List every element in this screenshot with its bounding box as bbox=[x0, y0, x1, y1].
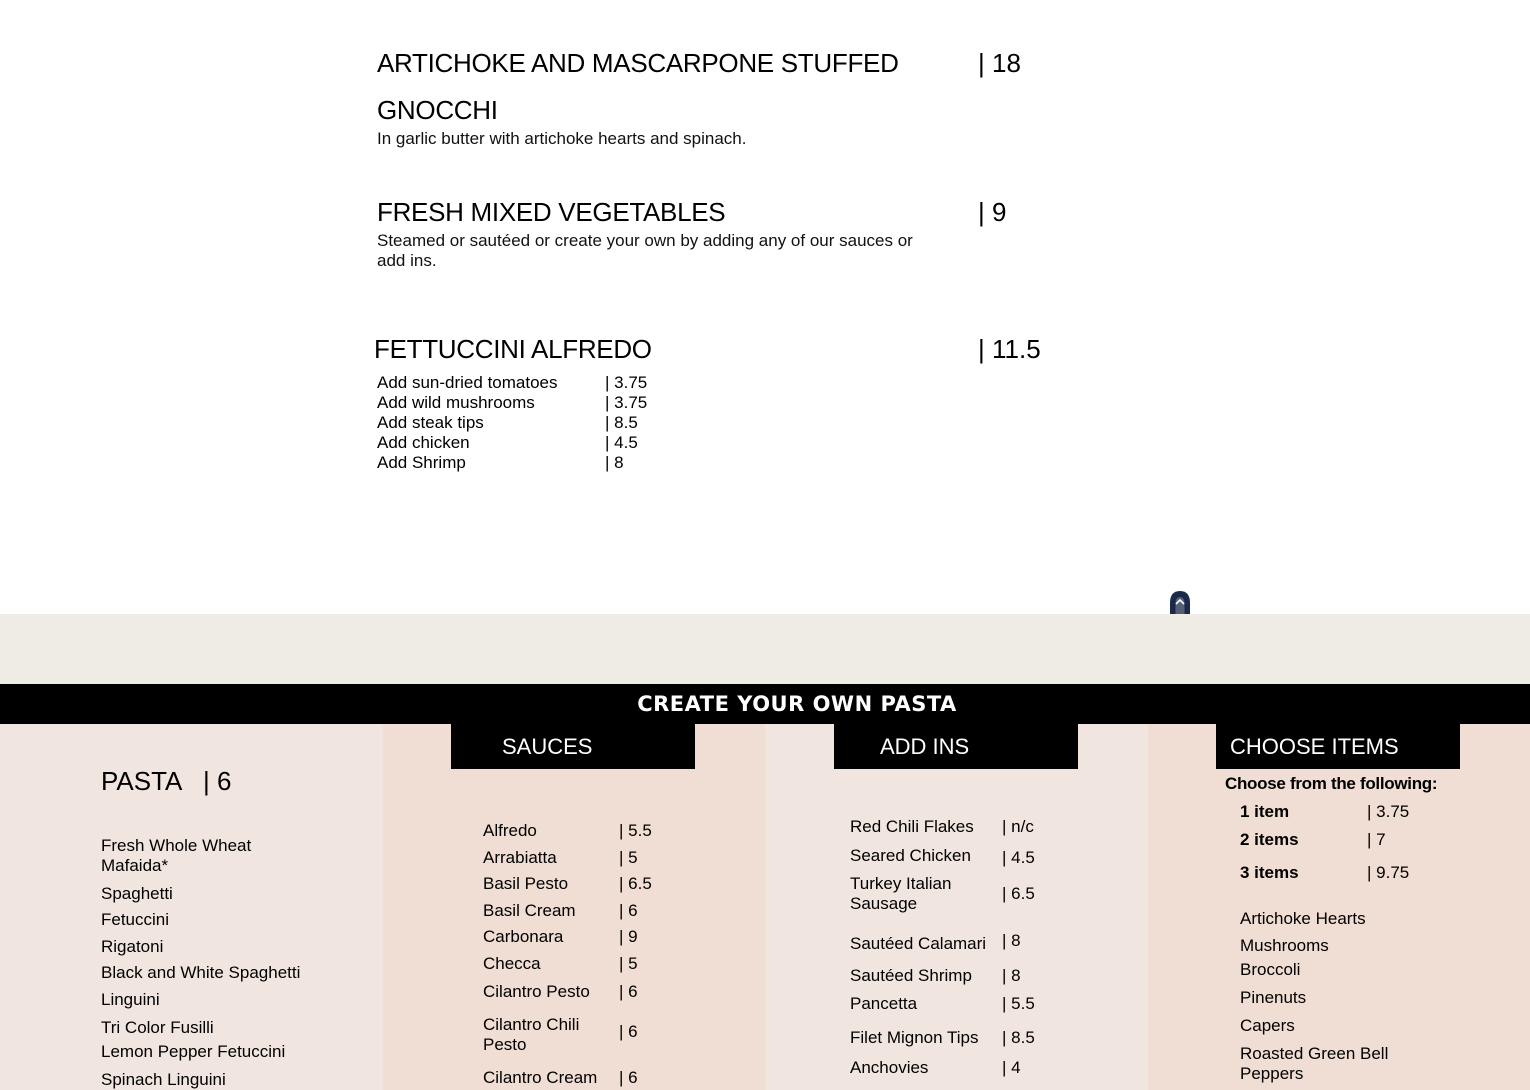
pasta-item: Fetuccini bbox=[101, 910, 170, 929]
scroll-to-top-icon[interactable] bbox=[1168, 589, 1192, 614]
sauce-price: | 6 bbox=[619, 1068, 638, 1087]
choose-item: Mushrooms bbox=[1240, 936, 1329, 955]
addon-price: | 4.5 bbox=[605, 433, 638, 452]
sauce-name: Arrabiatta bbox=[483, 848, 557, 867]
pasta-item: Spinach Linguini bbox=[101, 1070, 226, 1089]
dish-description-gnocchi: In garlic butter with artichoke hearts and spinach. bbox=[377, 129, 747, 148]
sauce-price: | 6 bbox=[619, 901, 638, 920]
tier-count: 2 items bbox=[1240, 830, 1299, 849]
add-in-name: Filet Mignon Tips bbox=[850, 1028, 979, 1047]
pasta-item: Linguini bbox=[101, 990, 160, 1009]
add-in-name: Sautéed Shrimp bbox=[850, 966, 972, 985]
choose-item: Pinenuts bbox=[1240, 988, 1307, 1007]
addon-price: | 8 bbox=[605, 453, 624, 472]
sauce-price: | 6 bbox=[619, 982, 638, 1001]
add-in-name: Anchovies bbox=[850, 1058, 929, 1077]
addon-price: | 3.75 bbox=[605, 393, 648, 412]
add-in-name: Red Chili Flakes bbox=[850, 817, 974, 836]
addon-name: Add chicken bbox=[377, 433, 470, 452]
add-in-price: | 8 bbox=[1002, 931, 1021, 950]
pasta-item: Fresh Whole Wheat bbox=[101, 836, 252, 855]
addon-row bbox=[377, 373, 647, 393]
sauce-name: Cilantro Cream bbox=[483, 1068, 598, 1087]
tier-price: | 3.75 bbox=[1367, 802, 1410, 821]
choose-item-line2: Peppers bbox=[1240, 1064, 1304, 1083]
add-in-name: Sautéed Calamari bbox=[850, 934, 987, 953]
pasta-item: Rigatoni bbox=[101, 937, 164, 956]
sauce-name: Alfredo bbox=[483, 821, 537, 840]
add-ins-header: ADD INS bbox=[834, 724, 1078, 769]
choose-item: Broccoli bbox=[1240, 960, 1301, 979]
sauce-name: Cilantro Pesto bbox=[483, 982, 590, 1001]
pasta-item: Spaghetti bbox=[101, 884, 173, 903]
pasta-item: Tri Color Fusilli bbox=[101, 1018, 214, 1037]
addon-price: | 3.75 bbox=[605, 373, 648, 392]
dish-description-vegetables: Steamed or sautéed or create your own by adding any of our sauces or bbox=[377, 231, 913, 250]
addon-row bbox=[377, 433, 647, 453]
add-in-price: | 8.5 bbox=[1002, 1028, 1035, 1047]
pasta-item: Mafaida* bbox=[101, 856, 169, 875]
addon-row bbox=[377, 413, 647, 433]
sauce-price: | 5 bbox=[619, 848, 638, 867]
pasta-item: Black and White Spaghetti bbox=[101, 963, 301, 982]
tier-count: 3 items bbox=[1240, 863, 1299, 882]
sauce-name: Basil Pesto bbox=[483, 874, 569, 893]
add-in-name: Pancetta bbox=[850, 994, 918, 1013]
dish-title-gnocchi: ARTICHOKE AND MASCARPONE STUFFED bbox=[377, 48, 899, 78]
dish-price-vegetables: | 9 bbox=[978, 197, 1007, 227]
addon-name: Add sun-dried tomatoes bbox=[377, 373, 558, 392]
pasta-price: | 6 bbox=[203, 766, 232, 796]
create-your-own-title: CREATE YOUR OWN PASTA bbox=[637, 692, 957, 716]
sauces-header: SAUCES bbox=[451, 724, 695, 769]
dish-title-gnocchi-line2: GNOCCHI bbox=[377, 95, 498, 125]
add-in-price: | 4.5 bbox=[1002, 848, 1035, 867]
addon-name: Add wild mushrooms bbox=[377, 393, 535, 412]
dish-title-alfredo: FETTUCCINI ALFREDO bbox=[374, 334, 652, 364]
choose-item: Roasted Green Bell bbox=[1240, 1044, 1389, 1063]
addon-row bbox=[377, 393, 647, 413]
add-in-price: | 6.5 bbox=[1002, 884, 1035, 903]
create-your-own-header bbox=[0, 684, 1530, 724]
choose-item: Capers bbox=[1240, 1016, 1295, 1035]
alfredo-addons-list bbox=[377, 373, 647, 473]
tier-count: 1 item bbox=[1240, 802, 1290, 821]
sauce-price: | 5.5 bbox=[619, 821, 652, 840]
tier-price: | 9.75 bbox=[1367, 863, 1410, 882]
add-in-price: | 5.5 bbox=[1002, 994, 1035, 1013]
add-in-price: | n/c bbox=[1002, 817, 1034, 836]
sauce-price: | 6 bbox=[619, 1022, 638, 1041]
addon-price: | 8.5 bbox=[605, 413, 638, 432]
section-divider-band bbox=[0, 614, 1530, 684]
dish-price-gnocchi: | 18 bbox=[978, 48, 1021, 78]
add-in-name: Turkey Italian bbox=[850, 874, 952, 893]
add-in-name: Seared Chicken bbox=[850, 846, 971, 865]
choose-items-subtitle: Choose from the following: bbox=[1225, 774, 1438, 793]
sauce-name: Cilantro Chili bbox=[483, 1015, 580, 1034]
addon-name: Add steak tips bbox=[377, 413, 484, 432]
choose-item: Artichoke Hearts bbox=[1240, 909, 1366, 928]
sauce-price: | 9 bbox=[619, 927, 638, 946]
pasta-title: PASTA bbox=[101, 766, 183, 796]
pasta-item: Lemon Pepper Fetuccini bbox=[101, 1042, 286, 1061]
sauce-name: Checca bbox=[483, 954, 541, 973]
dish-description-vegetables-line2: add ins. bbox=[377, 251, 437, 270]
addon-row bbox=[377, 453, 647, 473]
dish-title-vegetables: FRESH MIXED VEGETABLES bbox=[377, 197, 726, 227]
add-in-price: | 8 bbox=[1002, 966, 1021, 985]
dish-price-alfredo: | 11.5 bbox=[978, 334, 1041, 364]
tier-price: | 7 bbox=[1367, 830, 1386, 849]
add-in-price: | 4 bbox=[1002, 1058, 1021, 1077]
sauce-name: Basil Cream bbox=[483, 901, 576, 920]
sauce-price: | 6.5 bbox=[619, 874, 652, 893]
sauce-name: Carbonara bbox=[483, 927, 564, 946]
sauce-price: | 5 bbox=[619, 954, 638, 973]
addon-name: Add Shrimp bbox=[377, 453, 466, 472]
add-in-name-line2: Sausage bbox=[850, 894, 918, 913]
sauce-name-line2: Pesto bbox=[483, 1035, 527, 1054]
choose-items-header: CHOOSE ITEMS bbox=[1216, 724, 1460, 769]
